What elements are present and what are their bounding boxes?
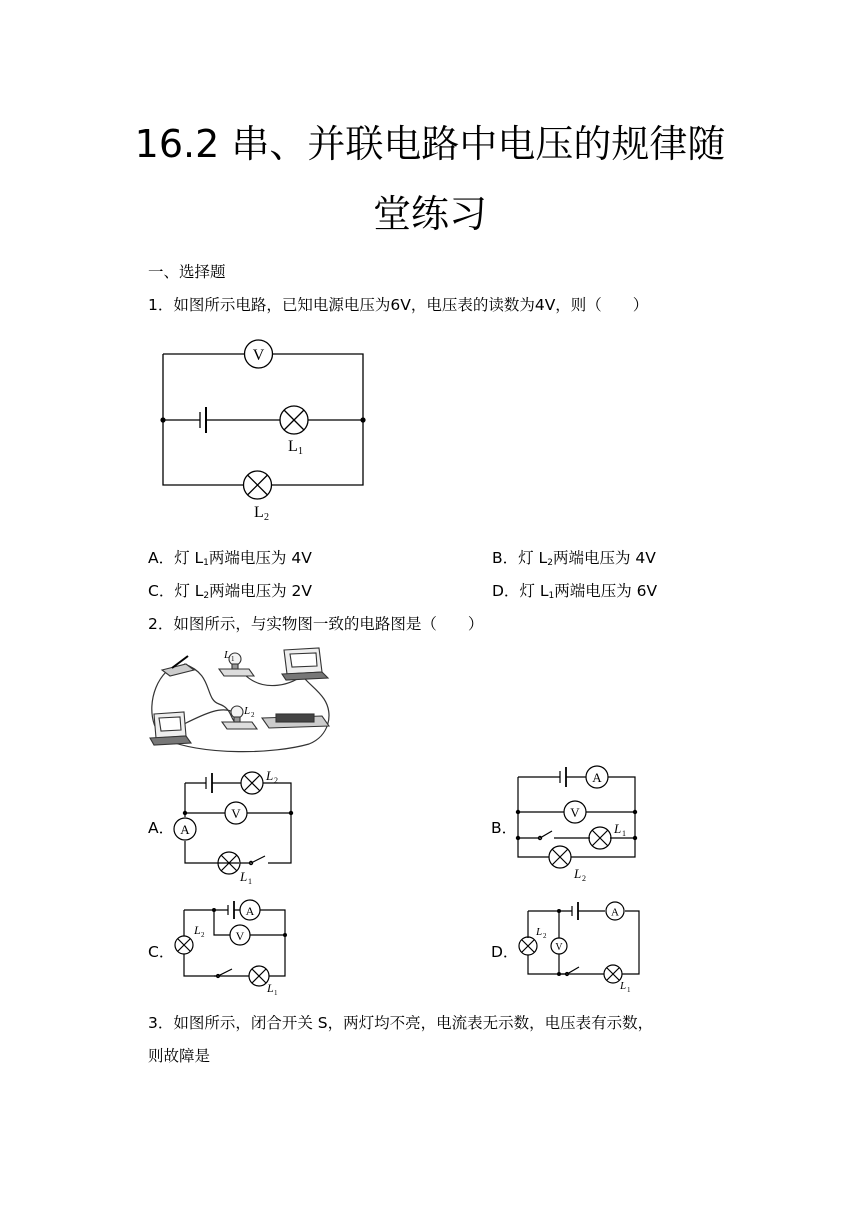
svg-text:2: 2 bbox=[274, 776, 278, 785]
svg-text:L: L bbox=[574, 866, 582, 881]
svg-text:1: 1 bbox=[231, 655, 235, 663]
svg-text:L: L bbox=[267, 981, 274, 995]
q1-option-d[interactable]: D．灯 $L_1$两端电压为 6V bbox=[492, 582, 658, 601]
section-heading: 一、选择题 bbox=[148, 263, 226, 281]
svg-text:1: 1 bbox=[298, 446, 303, 457]
svg-text:2: 2 bbox=[251, 711, 255, 719]
q1-stem: 1．如图所示电路，已知电源电压为6V，电压表的读数为4V，则（ ） bbox=[148, 296, 649, 314]
svg-text:1: 1 bbox=[248, 877, 252, 886]
svg-text:1: 1 bbox=[627, 986, 631, 994]
svg-text:2: 2 bbox=[582, 874, 586, 883]
svg-text:1: 1 bbox=[274, 989, 278, 997]
svg-text:2: 2 bbox=[264, 512, 269, 523]
q3-stem-line-1: 3．如图所示，闭合开关 S，两灯均不亮，电流表无示数，电压表有示数， bbox=[148, 1014, 654, 1032]
q2-photo-l1-label: L bbox=[224, 649, 231, 661]
q2-photo-l2-label: L bbox=[244, 705, 251, 717]
svg-text:L: L bbox=[240, 869, 248, 884]
svg-text:V: V bbox=[570, 805, 580, 820]
q2-option-b-circuit[interactable] bbox=[510, 762, 650, 887]
q2-option-a-label[interactable]: A． bbox=[148, 819, 175, 837]
q1-voltmeter-label: V bbox=[252, 347, 265, 364]
q1-lamp2-label: L bbox=[254, 504, 264, 521]
svg-text:A: A bbox=[180, 822, 190, 837]
q1-option-c[interactable]: C．灯 $L_2$两端电压为 2V bbox=[148, 582, 313, 601]
q2-option-a-circuit[interactable] bbox=[165, 768, 305, 888]
svg-text:L: L bbox=[194, 923, 201, 937]
q2-stem: 2．如图所示，与实物图一致的电路图是（ ） bbox=[148, 615, 484, 633]
q1-option-a[interactable]: A．灯 $L_1$两端电压为 4V bbox=[148, 549, 312, 568]
title-line-2: 堂练习 bbox=[372, 192, 487, 236]
svg-text:V: V bbox=[555, 942, 563, 953]
q2-option-b-label[interactable]: B． bbox=[491, 819, 518, 837]
q1-circuit-diagram bbox=[150, 330, 380, 530]
q1-lamp1-label: L bbox=[288, 438, 298, 455]
svg-text:L: L bbox=[620, 980, 627, 992]
svg-text:V: V bbox=[231, 806, 241, 821]
q2-physical-setup-image bbox=[144, 644, 334, 754]
svg-text:A: A bbox=[245, 904, 255, 918]
svg-text:V: V bbox=[235, 929, 245, 943]
svg-text:L: L bbox=[614, 821, 622, 836]
svg-text:L: L bbox=[536, 926, 543, 938]
q3-stem-line-2: 则故障是 bbox=[148, 1047, 211, 1065]
svg-text:L: L bbox=[266, 768, 274, 783]
q2-option-c-circuit[interactable] bbox=[170, 898, 295, 998]
q2-option-c-label[interactable]: C． bbox=[148, 943, 175, 961]
svg-text:A: A bbox=[611, 906, 619, 919]
title-line-1: 16.2 串、并联电路中电压的规律随 bbox=[134, 122, 726, 166]
svg-text:2: 2 bbox=[201, 931, 205, 939]
q1-option-b[interactable]: B．灯 $L_2$两端电压为 4V bbox=[492, 549, 656, 568]
svg-text:A: A bbox=[592, 770, 602, 785]
q2-option-d-circuit[interactable] bbox=[512, 898, 647, 998]
svg-text:2: 2 bbox=[543, 932, 547, 940]
svg-text:1: 1 bbox=[622, 829, 626, 838]
q2-option-d-label[interactable]: D． bbox=[491, 943, 519, 961]
